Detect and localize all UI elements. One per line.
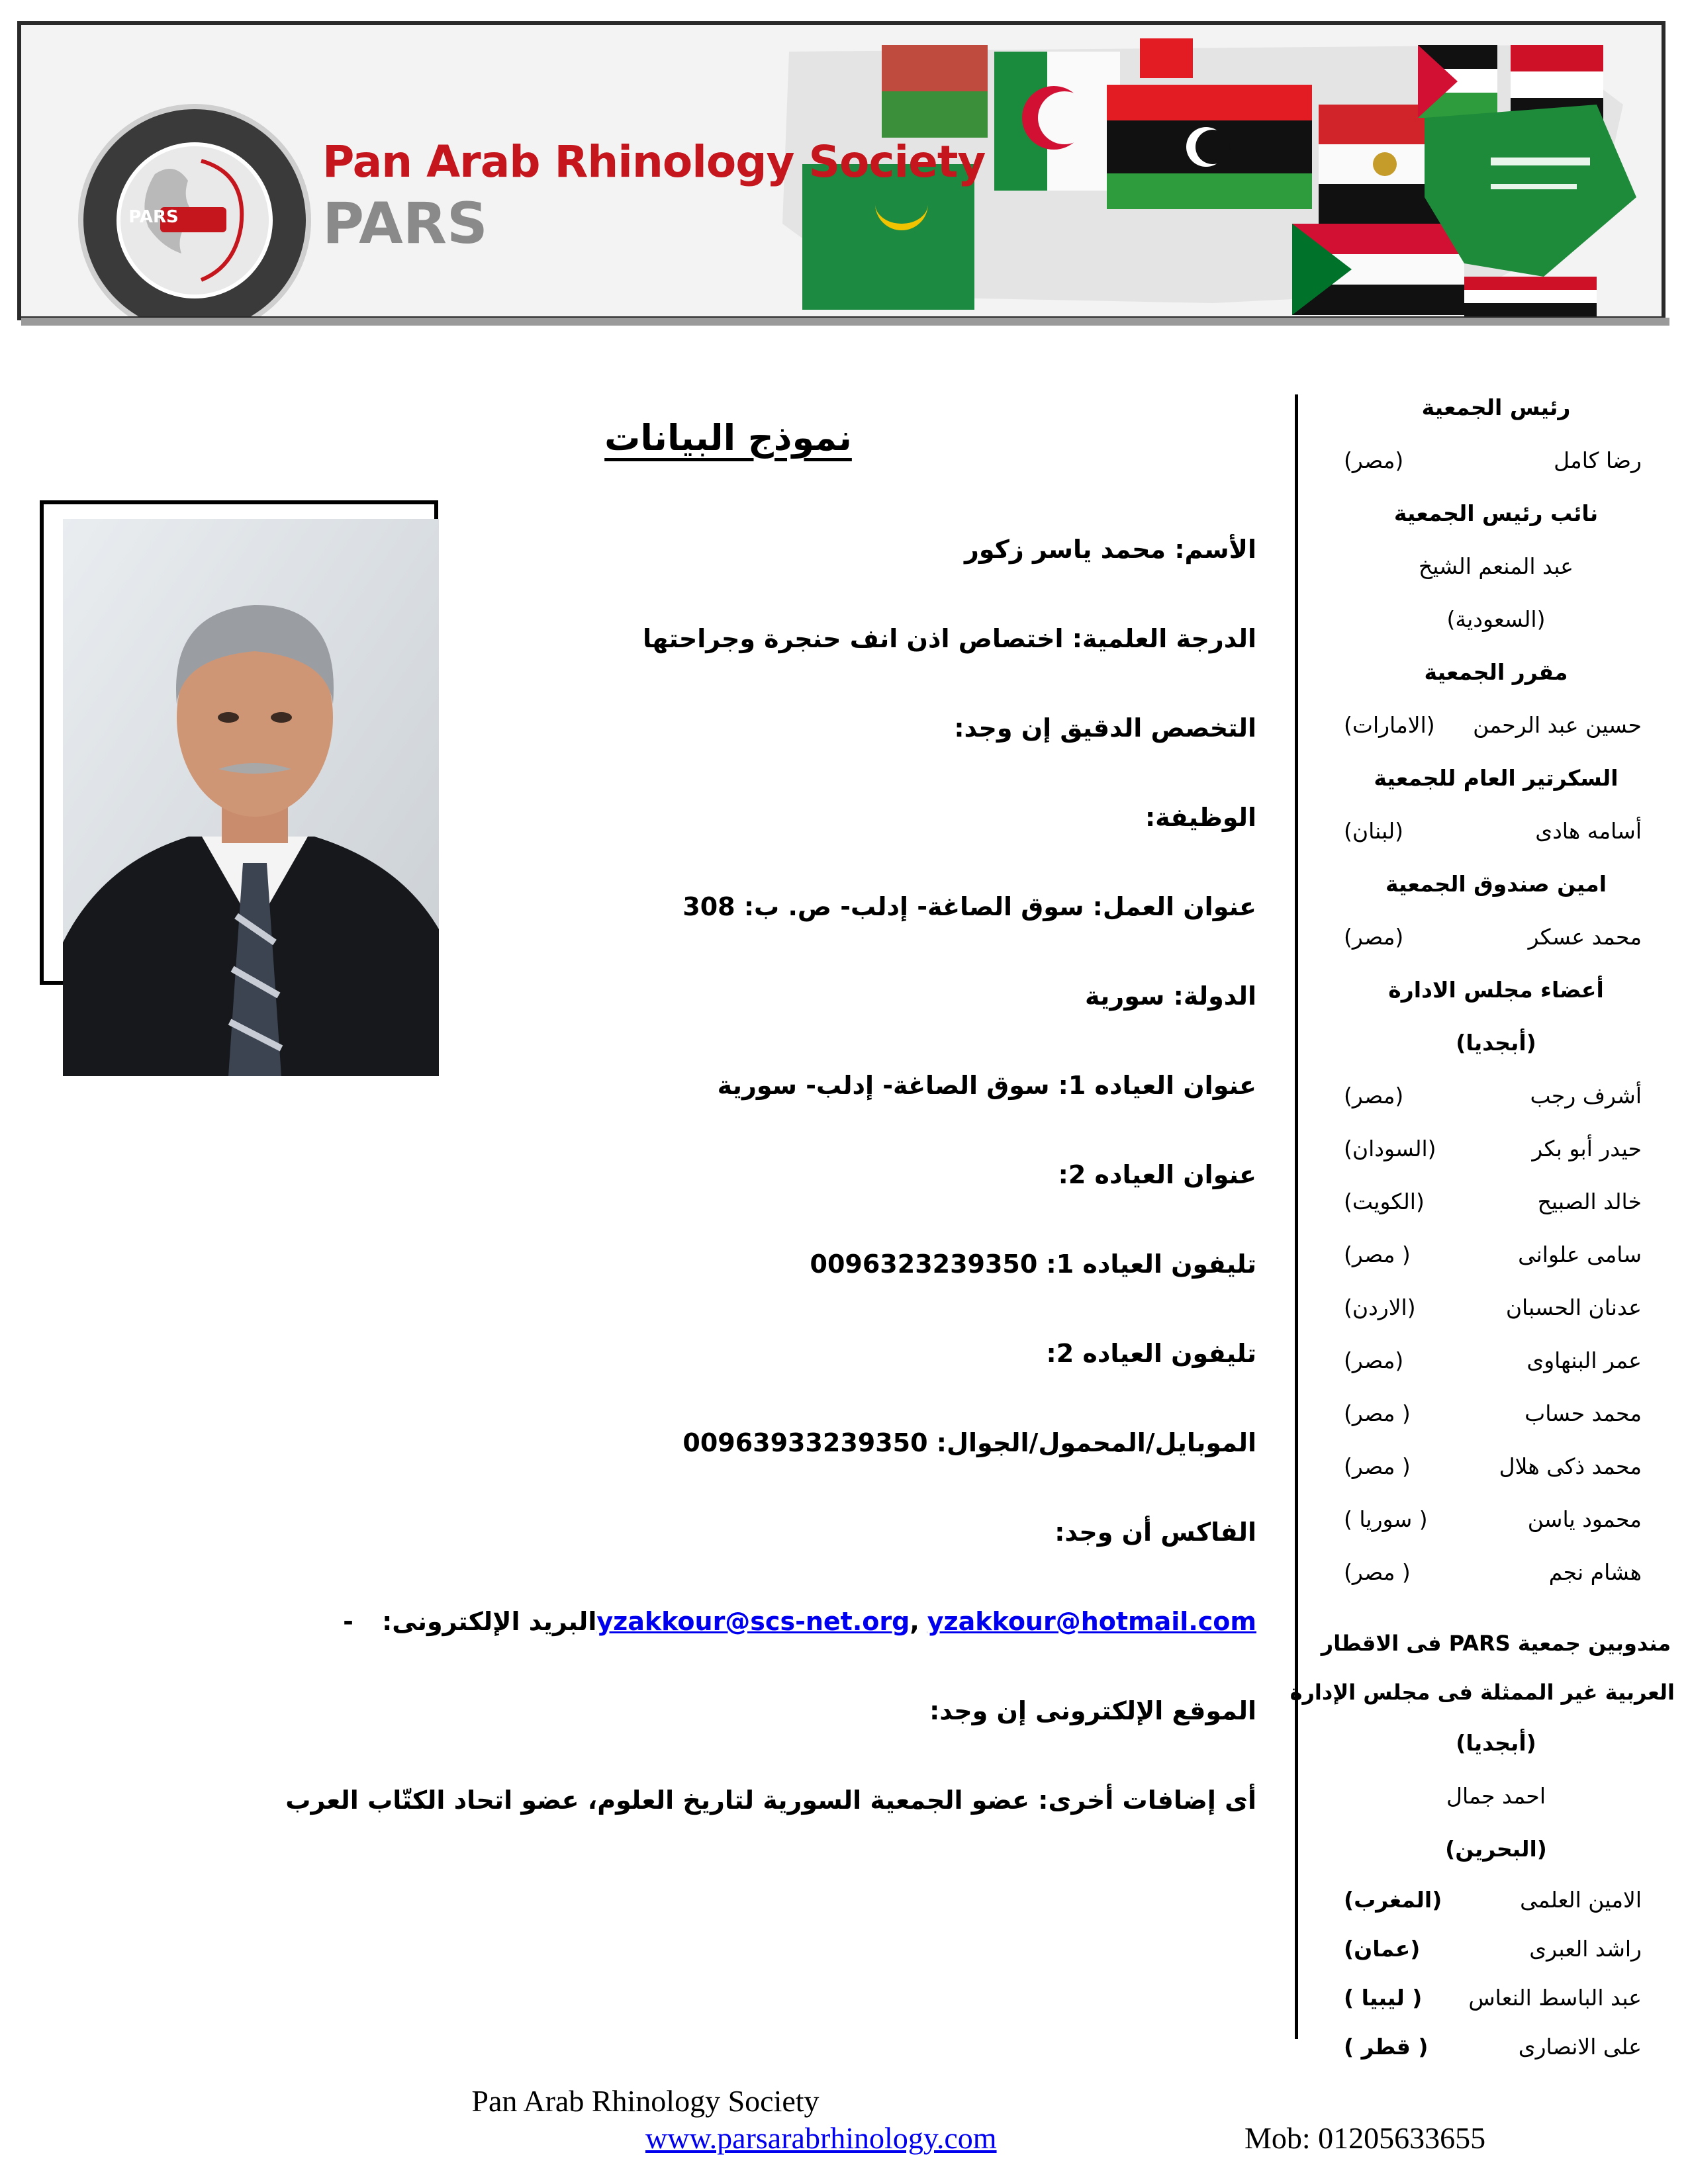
rep-name: عبد الباسط النعاس xyxy=(1468,1985,1642,2011)
extra-field xyxy=(285,1780,1256,1820)
rapporteur-row xyxy=(1317,699,1675,752)
clinic-phone1-value: 0096323239350 xyxy=(810,1250,1038,1279)
job-field xyxy=(1145,797,1256,837)
form-title: نموذج البيانات xyxy=(604,417,852,459)
work-address-field xyxy=(682,887,1256,927)
rep-country: (المغرب) xyxy=(1344,1887,1442,1913)
rep-row xyxy=(1317,1925,1675,1974)
member-country: ( سوريا ) xyxy=(1344,1506,1428,1532)
president-row xyxy=(1317,434,1675,487)
member-country: (الامارات) xyxy=(1344,712,1435,738)
fax-label: الفاكس أن وجد: xyxy=(1055,1518,1256,1547)
rep-country: ( قطر ) xyxy=(1344,2034,1429,2060)
member-name: أسامه هادى xyxy=(1535,818,1642,844)
vice-title: نائب رئيس الجمعية xyxy=(1393,500,1599,526)
work-address-value: سوق الصاغة- إدلب- ص. ب: 308 xyxy=(682,892,1084,921)
clinic1-field xyxy=(718,1066,1256,1105)
email-separator: , xyxy=(910,1607,919,1636)
board-member-row xyxy=(1317,1387,1675,1440)
member-name: رضا كامل xyxy=(1554,447,1642,473)
country-field xyxy=(1085,976,1256,1016)
clinic2-label: عنوان العياده 2: xyxy=(1058,1160,1256,1189)
rep-first-country: (البحرين) xyxy=(1445,1836,1547,1862)
rep-name: الامين العلمى xyxy=(1520,1887,1642,1913)
member-name: هشام نجم xyxy=(1548,1559,1642,1585)
member-name: محمد حساب xyxy=(1524,1400,1642,1426)
subspecialty-field xyxy=(954,708,1256,748)
board-member-row xyxy=(1317,1069,1675,1122)
member-country: ( مصر) xyxy=(1344,1242,1411,1267)
member-name: محمود ياسن xyxy=(1527,1506,1642,1532)
member-name: حسين عبد الرحمن xyxy=(1473,712,1642,738)
vice-name: عبد المنعم الشيخ xyxy=(1418,553,1573,579)
name-field xyxy=(964,529,1256,569)
job-label: الوظيفة: xyxy=(1145,803,1256,832)
degree-label: الدرجة العلمية: xyxy=(1072,624,1256,653)
board-member-row xyxy=(1317,1281,1675,1334)
degree-field xyxy=(643,619,1256,659)
clinic-phone2-label: تليفون العياده 2: xyxy=(1046,1339,1256,1368)
rep-country: ( ليبيا ) xyxy=(1344,1985,1423,2011)
email-label: البريد الإلكترونى: xyxy=(382,1607,597,1636)
member-country: (الاردن) xyxy=(1344,1295,1416,1320)
rep-row xyxy=(1317,1974,1675,2023)
member-country: ( مصر) xyxy=(1344,1400,1411,1426)
board-subtitle: (أبجديا) xyxy=(1456,1030,1536,1056)
work-address-label: عنوان العمل: xyxy=(1092,892,1256,921)
board-title: أعضاء مجلس الادارة xyxy=(1388,977,1604,1003)
email-dash: - xyxy=(343,1607,353,1636)
email-field xyxy=(343,1602,1256,1641)
board-member-row xyxy=(1317,1334,1675,1387)
mobile-label: الموبايل/المحمول/الجوال: xyxy=(936,1428,1256,1457)
rapporteur-title: مقرر الجمعية xyxy=(1424,659,1568,685)
member-name: أشرف رجب xyxy=(1530,1083,1642,1109)
board-member-row xyxy=(1317,1122,1675,1175)
secretary-title: السكرتير العام للجمعية xyxy=(1374,765,1618,791)
member-name: عدنان الحسبان xyxy=(1505,1295,1642,1320)
org-name: Pan Arab Rhinology Society xyxy=(322,136,986,187)
mobile-field xyxy=(682,1423,1256,1463)
member-name: عمر البنهاوى xyxy=(1526,1347,1642,1373)
rep-country: (عمان) xyxy=(1344,1936,1421,1962)
board-member-row xyxy=(1317,1440,1675,1493)
member-country: (مصر) xyxy=(1344,447,1404,473)
rep-name: على الانصارى xyxy=(1518,2034,1642,2060)
board-member-row xyxy=(1317,1228,1675,1281)
member-name: خالد الصبيح xyxy=(1537,1189,1642,1214)
footer-org-name: Pan Arab Rhinology Society xyxy=(471,2084,820,2118)
footer-mobile: Mob: 01205633655 xyxy=(1244,2121,1486,2155)
degree-value: اختصاص اذن انف حنجرة وجراحتها xyxy=(643,624,1064,653)
reps-subtitle: (أبجديا) xyxy=(1456,1730,1536,1756)
secretary-row xyxy=(1317,805,1675,858)
logo-badge: PARS xyxy=(128,207,179,227)
member-name: محمد عسكر xyxy=(1528,924,1642,950)
email-link-2[interactable]: yzakkour@hotmail.com xyxy=(927,1607,1256,1636)
clinic2-field xyxy=(1058,1155,1256,1195)
footer-website-link[interactable]: www.parsarabrhinology.com xyxy=(645,2121,997,2155)
mobile-value: 00963933239350 xyxy=(682,1428,928,1457)
reps-title-line2: العربية غير الممثلة فى مجلس الإدارة xyxy=(1289,1680,1675,1705)
subspecialty-label: التخصص الدقيق إن وجد: xyxy=(954,713,1256,743)
rep-name: راشد العبرى xyxy=(1529,1936,1642,1962)
board-member-row xyxy=(1317,1175,1675,1228)
member-country: (مصر) xyxy=(1344,1083,1404,1109)
treasurer-row xyxy=(1317,911,1675,964)
clinic-phone1-label: تليفون العياده 1: xyxy=(1046,1250,1256,1279)
country-label: الدولة: xyxy=(1173,981,1256,1011)
member-name: محمد ذكى هلال xyxy=(1499,1453,1642,1479)
member-country: ( مصر) xyxy=(1344,1559,1411,1585)
member-country: (الكويت) xyxy=(1344,1189,1425,1214)
clinic1-value: سوق الصاغة- إدلب- سورية xyxy=(717,1071,1050,1100)
org-abbr: PARS xyxy=(322,191,488,257)
name-label: الأسم: xyxy=(1174,535,1256,564)
board-sidebar xyxy=(1289,381,1675,2071)
rep-first-name: احمد جمال xyxy=(1446,1783,1546,1809)
clinic-phone1-field xyxy=(810,1244,1256,1284)
name-value: محمد ياسر زكور xyxy=(964,535,1166,564)
member-country: (مصر) xyxy=(1344,1347,1404,1373)
treasurer-title: امين صندوق الجمعية xyxy=(1385,871,1607,897)
member-country: (السودان) xyxy=(1344,1136,1436,1161)
header-banner xyxy=(17,21,1665,320)
extra-value: عضو الجمعية السورية لتاريخ العلوم، عضو اتحاد الكتّاب العرب xyxy=(285,1786,1030,1815)
extra-label: أى إضافات أخرى: xyxy=(1038,1786,1256,1815)
member-name: حيدر أبو بكر xyxy=(1532,1136,1642,1161)
website-field xyxy=(929,1691,1256,1731)
column-divider xyxy=(1295,394,1298,2039)
member-name: سامى علوانى xyxy=(1518,1242,1642,1267)
reps-title-line1: مندوبين جمعية PARS فى الاقطار xyxy=(1321,1631,1671,1656)
board-member-row xyxy=(1317,1546,1675,1599)
email-link-1[interactable]: yzakkour@scs-net.org xyxy=(596,1607,910,1636)
member-country: (مصر) xyxy=(1344,924,1404,950)
country-value: سورية xyxy=(1085,981,1165,1011)
clinic1-label: عنوان العياده 1: xyxy=(1058,1071,1256,1100)
member-country: ( مصر) xyxy=(1344,1453,1411,1479)
pars-logo xyxy=(75,101,314,320)
member-country: (لبنان) xyxy=(1344,818,1404,844)
fax-field xyxy=(1055,1512,1256,1552)
president-title: رئيس الجمعية xyxy=(1421,394,1571,420)
rep-row xyxy=(1317,2023,1675,2071)
vice-country: (السعودية) xyxy=(1446,606,1546,632)
banner-shadow xyxy=(21,318,1669,326)
website-label: الموقع الإلكترونى إن وجد: xyxy=(929,1696,1256,1725)
board-member-row xyxy=(1317,1493,1675,1546)
member-portrait xyxy=(63,519,439,1076)
clinic-phone2-field xyxy=(1047,1334,1256,1373)
rep-row xyxy=(1317,1876,1675,1925)
